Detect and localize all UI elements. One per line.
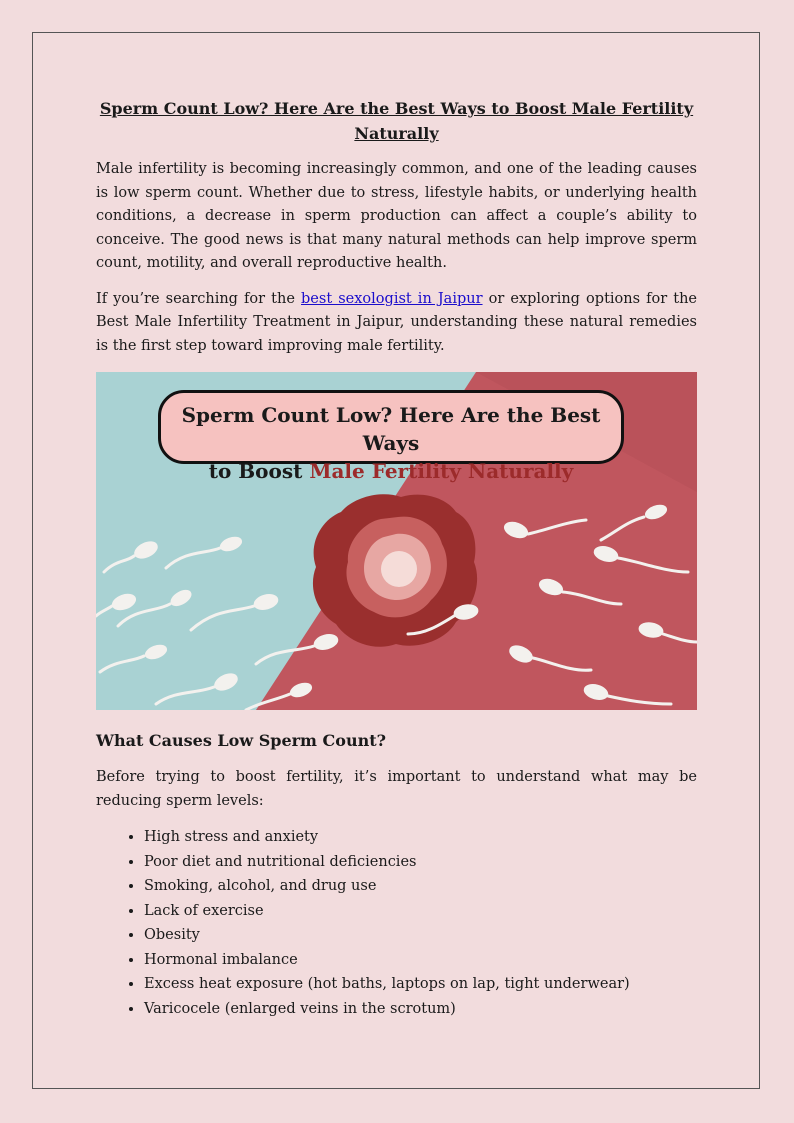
document-body: [96, 96, 697, 1021]
egg-cell-graphic: [313, 494, 477, 647]
page-title: Sperm Count Low? Here Are the Best Ways to Boost Male Fertility Naturally: [99, 99, 694, 143]
search-paragraph-before: If you’re searching for the: [96, 290, 302, 307]
list-item: • Excess heat exposure (hot baths, laptops on lap, tight underwear): [144, 972, 697, 997]
list-item: • Obesity: [144, 923, 697, 948]
sexologist-link[interactable]: best sexologist in Jaipur: [301, 290, 483, 307]
banner-line-1: Sperm Count Low? Here Are the Best Ways: [181, 403, 601, 455]
list-item: • Hormonal imbalance: [144, 948, 697, 973]
list-item: • Lack of exercise: [144, 899, 697, 924]
causes-list: [96, 825, 697, 1021]
list-item: • Poor diet and nutritional deficiencies: [144, 850, 697, 875]
list-item: • High stress and anxiety: [144, 825, 697, 850]
banner-accent-text: Male Fertility Naturally: [309, 459, 574, 483]
section-heading: What Causes Low Sperm Count?: [96, 731, 386, 750]
hero-image: [96, 372, 697, 710]
section-lead: Before trying to boost fertility, it’s important to understand what may be reducing sperm levels:: [96, 769, 697, 809]
search-paragraph: [96, 288, 697, 359]
search-paragraph-after: or exploring options for the Best Male Infertility Treatment in Jaipur, understanding these natural remedies is the first step toward improving male fertility.: [96, 290, 697, 354]
hero-banner: [158, 390, 624, 483]
banner-line-2-prefix: to Boost: [208, 459, 310, 483]
list-item: • Smoking, alcohol, and drug use: [144, 874, 697, 899]
list-item: • Varicocele (enlarged veins in the scrotum): [144, 997, 697, 1022]
intro-paragraph: Male infertility is becoming increasingly common, and one of the leading causes is low sperm count. Whether due to stress, lifestyle habits, or underlying health conditions, a decrease in sperm production can affect a couple’s ability to conceive. The good news is that many natural methods can help improve sperm count, motility, and overall reproductive health.: [96, 161, 697, 271]
banner-line-2: [161, 457, 621, 485]
